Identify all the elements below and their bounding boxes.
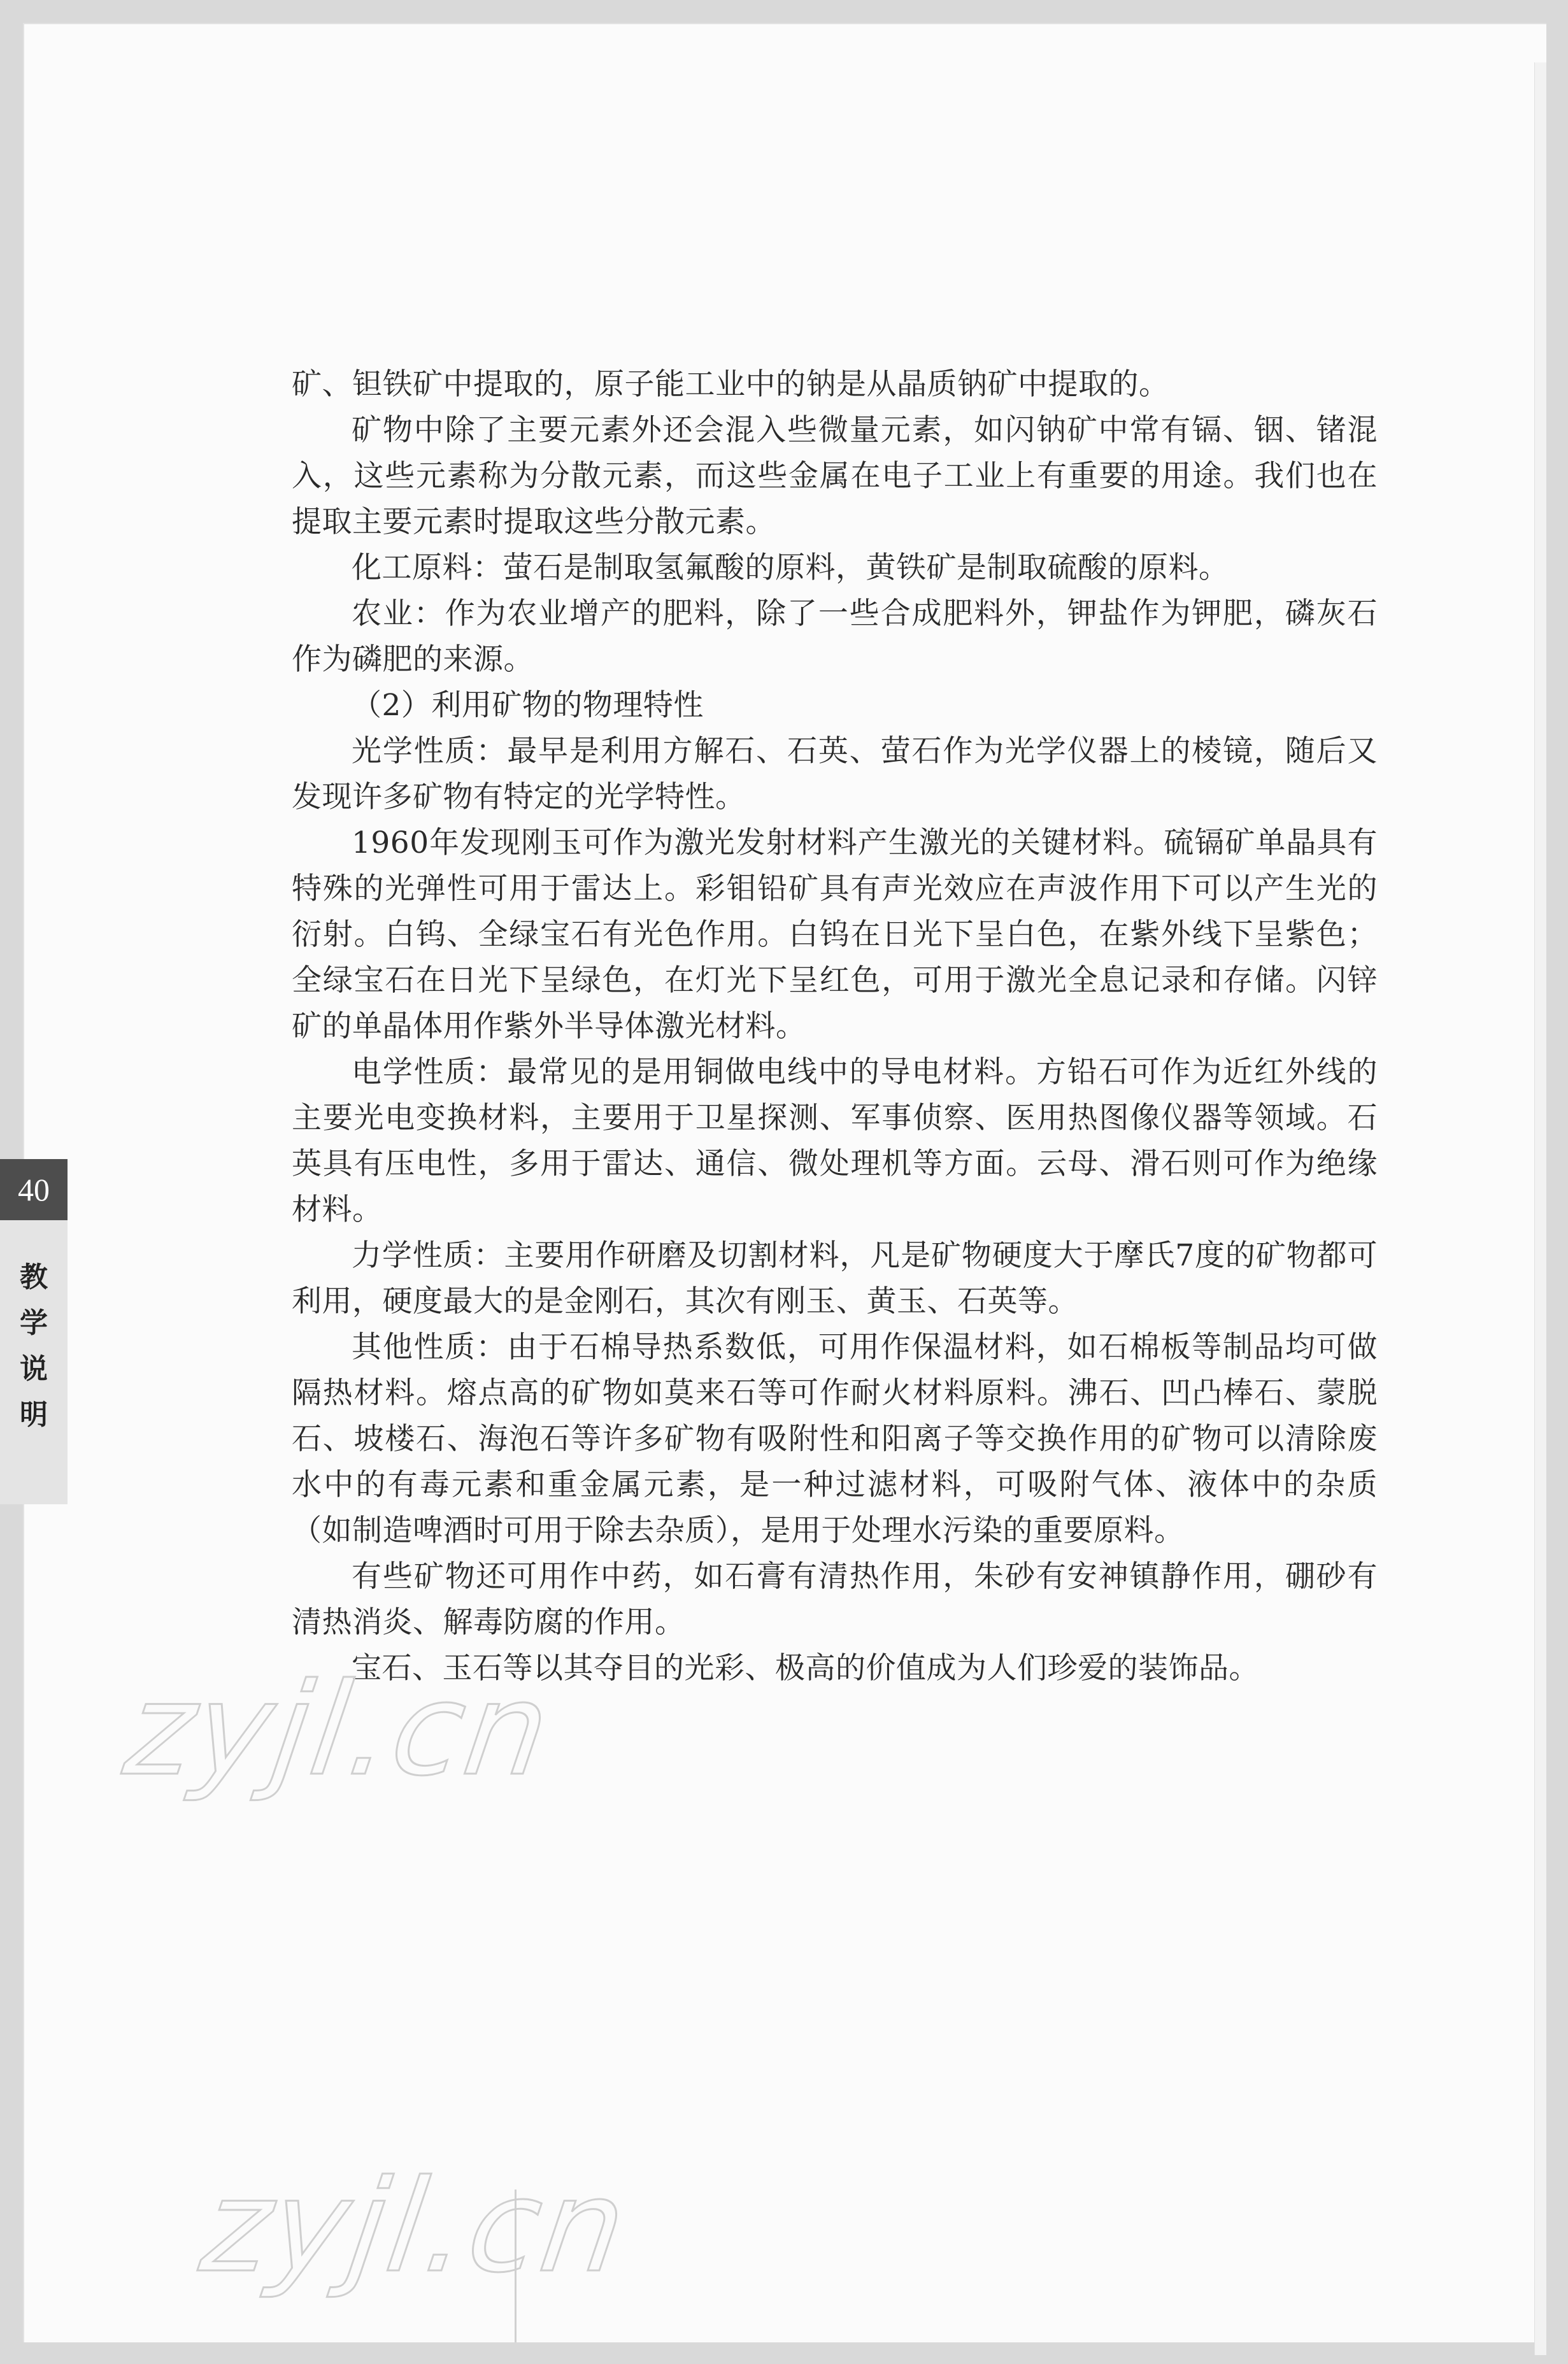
paragraph-gemstones: 宝石、玉石等以其夺目的光彩、极高的价值成为人们珍爱的装饰品。 [352,1651,1259,1686]
page-edge [1534,62,1546,2355]
subheading-physical-properties: （2）利用矿物的物理特性 [352,688,704,723]
section-label [0,1255,68,1438]
paragraph-optical: 光学性质：最早是利用方解石、石英、萤石作为光学仪器上的棱镜，随后又发现许多矿物有特定的光学特性。 [292,734,1378,815]
paragraph-other-properties: 其他性质：由于石棉导热系数低，可用作保温材料，如石棉板等制品均可做隔热材料。熔点高的矿物如莫来石等可作耐火材料原料。沸石、凹凸棒石、蒙脱石、坡楼石、海泡石等许多矿物有吸附性和阳离子等交换作用的矿物可以清除废水中的有毒元素和重金属元素，是一种过滤材料，可吸附气体、液体中的杂质（如制造啤酒时可用于除去杂质），是用于处理水污染的重要原料。 [292,1330,1378,1548]
page-number: 40 [0,1159,68,1220]
document-page [23,23,1546,2342]
paragraph-laser: 1960年发现刚玉可作为激光发射材料产生激光的关键材料。硫镉矿单晶具有特殊的光弹性可用于雷达上。彩钼铅矿具有声光效应在声波作用下可以产生光的衍射。白钨、全绿宝石有光色作用。白钨在日光下呈白色，在紫外线下呈紫色；全绿宝石在日光下呈绿色，在灯光下呈红色，可用于激光全息记录和存储。闪锌矿的单晶体用作紫外半导体激光材料。 [292,825,1378,1044]
paragraph-continuation: 矿、钽铁矿中提取的，原子能工业中的钠是从晶质钠矿中提取的。 [292,367,1169,402]
section-label-char: 教 [20,1261,48,1293]
section-label-char: 说 [20,1353,48,1385]
paragraph-agriculture: 农业：作为农业增产的肥料，除了一些合成肥料外，钾盐作为钾肥，磷灰石作为磷肥的来源。 [292,596,1378,677]
paragraph-electrical: 电学性质：最常见的是用铜做电线中的导电材料。方铅石可作为近红外线的主要光电变换材料，主要用于卫星探测、军事侦察、医用热图像仪器等领域。石英具有压电性，多用于雷达、通信、微处理机等方面。云母、滑石则可作为绝缘材料。 [292,1055,1378,1227]
section-label-char: 明 [20,1399,48,1431]
paragraph-medicine: 有些矿物还可用作中药，如石膏有清热作用，朱砂有安神镇静作用，硼砂有清热消炎、解毒防腐的作用。 [292,1559,1378,1640]
section-label-char: 学 [20,1307,48,1339]
paragraph-dispersed-elements: 矿物中除了主要元素外还会混入些微量元素，如闪钠矿中常有镉、铟、锗混入，这些元素称为分散元素，而这些金属在电子工业上有重要的用途。我们也在提取主要元素时提取这些分散元素。 [292,413,1378,539]
paragraph-mechanical: 力学性质：主要用作研磨及切割材料，凡是矿物硬度大于摩氏7度的矿物都可利用，硬度最大的是金刚石，其次有刚玉、黄玉、石英等。 [292,1238,1378,1319]
paragraph-chemical-materials: 化工原料：萤石是制取氢氟酸的原料，黄铁矿是制取硫酸的原料。 [352,550,1229,585]
body-text [292,362,1378,1691]
side-tab [0,1159,68,1504]
watermark: zyjl.cn [117,1656,560,1804]
watermark: zyjl.cn [193,2153,637,2301]
